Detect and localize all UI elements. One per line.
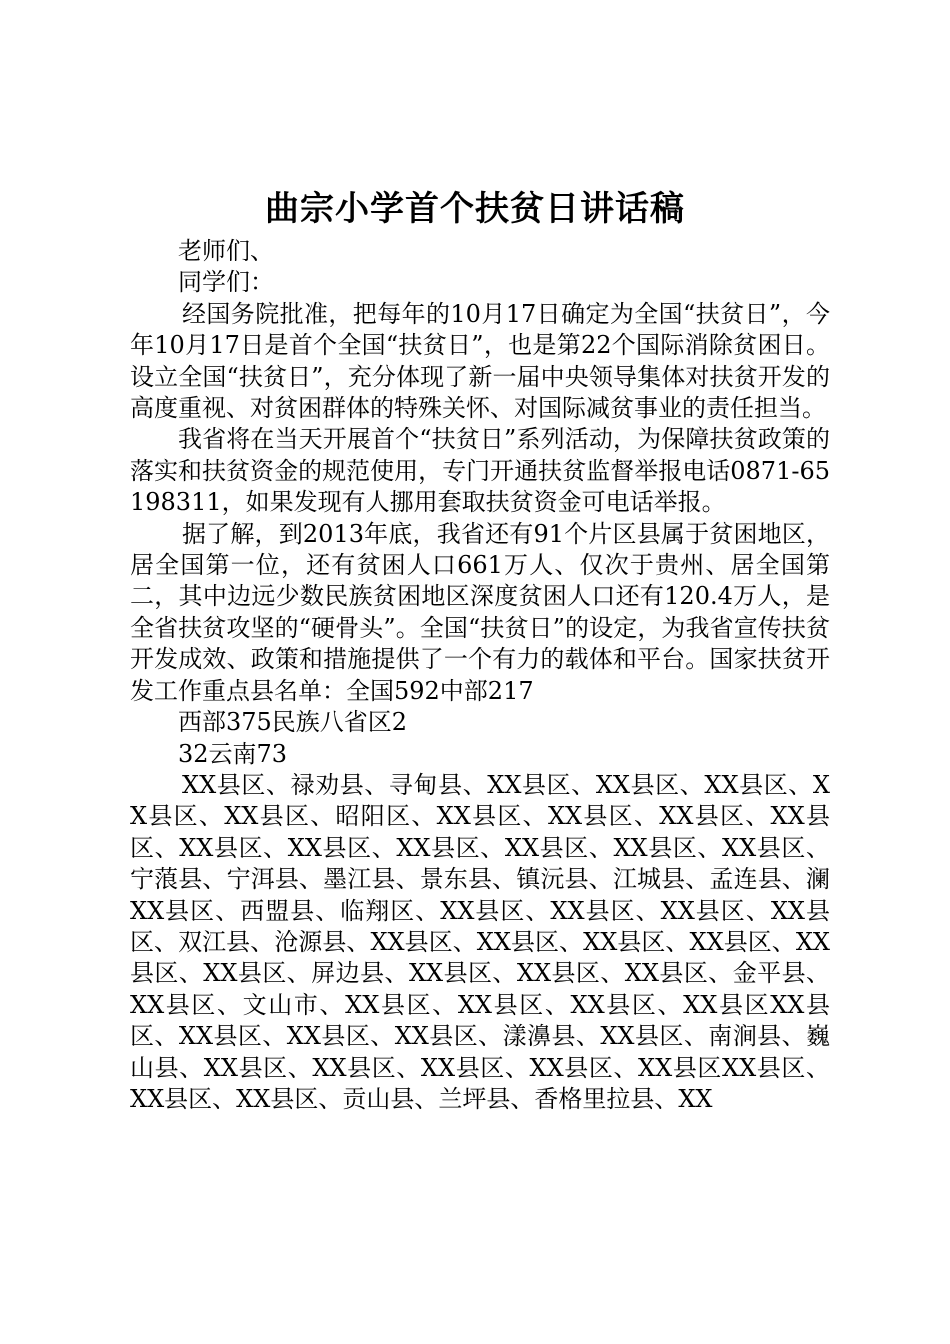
paragraph-poverty-day: 经国务院批准，把每年的10月17日确定为全国“扶贫日”，今年10月17日是首个全国“扶贫日”，也是第22个国际消除贫困日。设立全国“扶贫日”，充分体现了新一届中央领导集体对扶贫开发的高度重视、对贫困群体的特殊关怀、对国际减贫事业的责任担当。 <box>130 299 830 423</box>
document-title: 曲宗小学首个扶贫日讲话稿 <box>265 189 685 229</box>
paragraph-county-list: XX县区、禄劝县、寻甸县、XX县区、XX县区、XX县区、XX县区、XX县区、昭阳区、XX县区、XX县区、XX县区、XX县区、XX县区、XX县区、XX县区、XX县区、XX县区、XX县区、宁蒗县、宁洱县、墨江县、景东县、镇沅县、江城县、孟连县、澜XX县区、西盟县、临翔区、XX县区、XX县区、XX县区、XX县区、双江县、沧源县、XX县区、XX县区、XX县区、XX县区、XX县区、XX县区、屏边县、XX县区、XX县区、XX县区、金平县、XX县区、文山市、XX县区、XX县区、XX县区、XX县区XX县区、XX县区、XX县区、XX县区、漾濞县、XX县区、南涧县、巍山县、XX县区、XX县区、XX县区、XX县区、XX县区XX县区、XX县区、XX县区、贡山县、兰坪县、香格里拉县、XX <box>130 770 830 1113</box>
paragraph-poverty-statistics: 据了解，到2013年底，我省还有91个片区县属于贫困地区，居全国第一位，还有贫困人口661万人、仅次于贵州、居全国第二，其中边远少数民族贫困地区深度贫困人口还有120.4万人，是全省扶贫攻坚的“硬骨头”。全国“扶贫日”的设定，为我省宣传扶贫开发成效、政策和措施提供了一个有力的载体和平台。国家扶贫开发工作重点县名单：全国592中部217 <box>130 519 830 705</box>
document-body <box>130 236 830 1115</box>
paragraph-province-activities: 我省将在当天开展首个“扶贫日”系列活动，为保障扶贫政策的落实和扶贫资金的规范使用，专门开通扶贫监督举报电话0871-65198311，如果发现有人挪用套取扶贫资金可电话举报。 <box>130 425 830 517</box>
salutation-students: 同学们： <box>178 268 274 297</box>
paragraph-western-counts: 西部375民族八省区2 <box>178 708 408 737</box>
paragraph-yunnan-count: 32云南73 <box>178 739 288 768</box>
salutation-teachers: 老师们、 <box>178 237 274 265</box>
